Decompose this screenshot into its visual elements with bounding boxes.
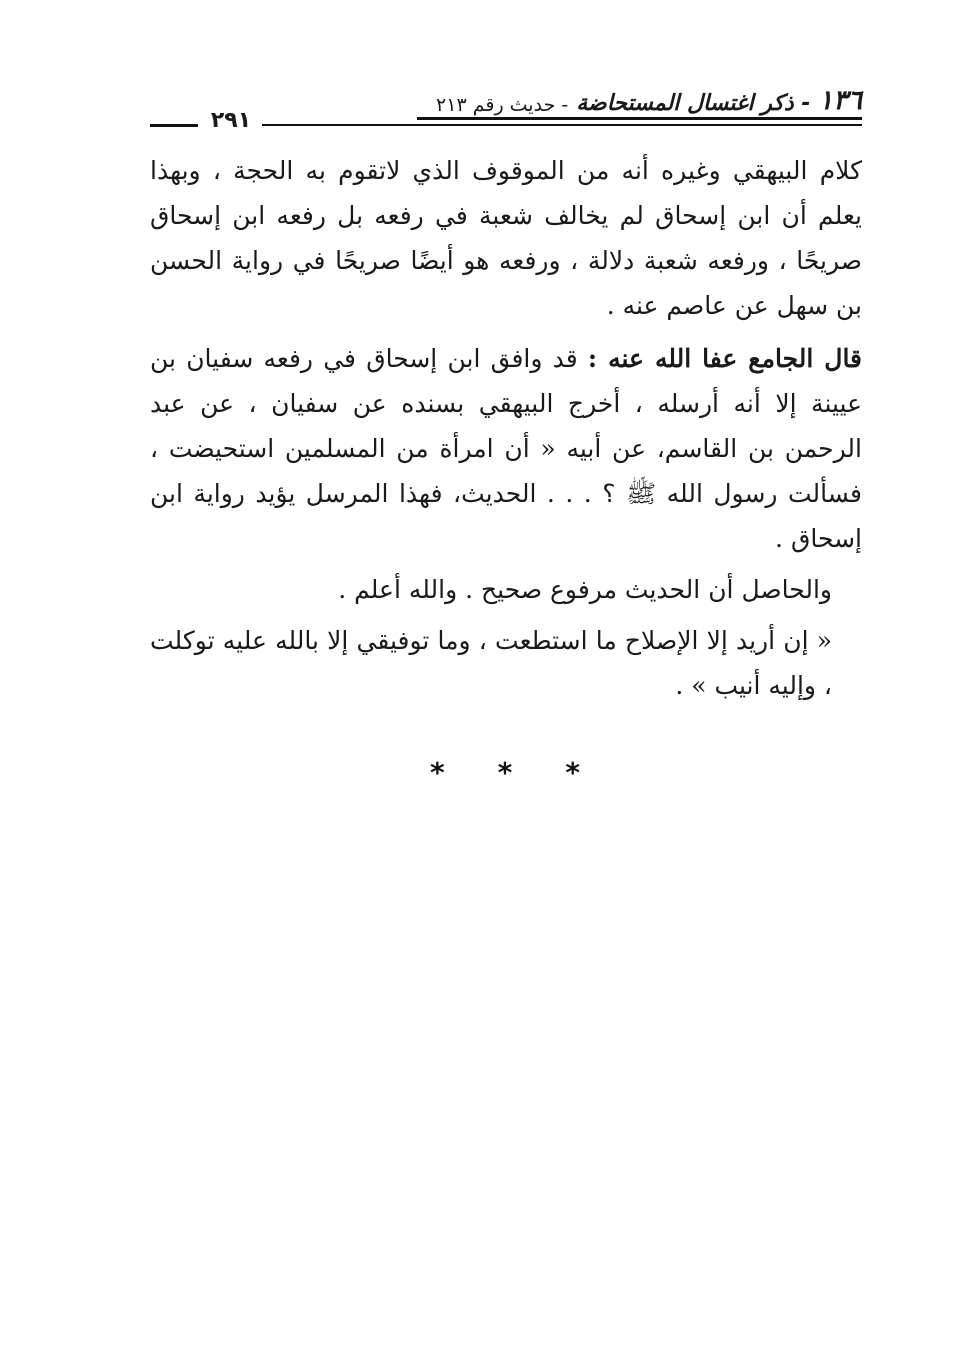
paragraph-1: كلام البيهقي وغيره أنه من الموقوف الذي لاتقوم به الحجة ، وبهذا يعلم أن ابن إسحاق لم يخالف شعبة في رفعه بل رفعه ابن إسحاق صريحًا ، ورفعه شعبة دلالة ، ورفعه هو أيضًا صريحًا في رواية الحسن بن سهل عن عاصم عنه . [150, 156, 862, 320]
paragraph-2-lead: قال الجامع عفا الله عنه : [587, 344, 863, 373]
page-body [150, 148, 862, 708]
ornament-star: * [565, 756, 580, 789]
page-number: ٢٩١ [210, 108, 252, 133]
paragraph-2 [150, 336, 862, 561]
header-title-line [422, 78, 862, 116]
paragraph-3: والحاصل أن الحديث مرفوع صحيح . والله أعلم . [338, 575, 832, 604]
chapter-number: ١٣٦ [818, 85, 862, 116]
running-header [150, 78, 862, 140]
header-rule-left [150, 124, 198, 127]
ornament-star: * [497, 756, 513, 789]
paragraph-2-body: قد وافق ابن إسحاق في رفعه سفيان بن عيينة إلا أنه أرسله ، أخرج البيهقي بسنده عن سفيان ، عن عبد الرحمن بن القاسم، عن أبيه « أن امرأة من المسلمين استحيضت ، فسألت رسول الله ﷺ ؟ . . . الحديث، فهذا المرسل يؤيد رواية ابن إسحاق . [150, 344, 862, 553]
header-rule-lower [262, 124, 862, 126]
paragraph-4: « إن أريد إلا الإصلاح ما استطعت ، وما توفيقي إلا بالله عليه توكلت ، وإليه أنيب » . [150, 626, 832, 700]
section-end-ornament [430, 756, 580, 789]
header-rule-upper [417, 117, 862, 120]
chapter-title: - ذكر اغتسال المستحاضة [576, 91, 811, 116]
hadith-reference: - حديث رقم ٢١٣ [436, 94, 569, 116]
ornament-star: * [430, 756, 445, 789]
